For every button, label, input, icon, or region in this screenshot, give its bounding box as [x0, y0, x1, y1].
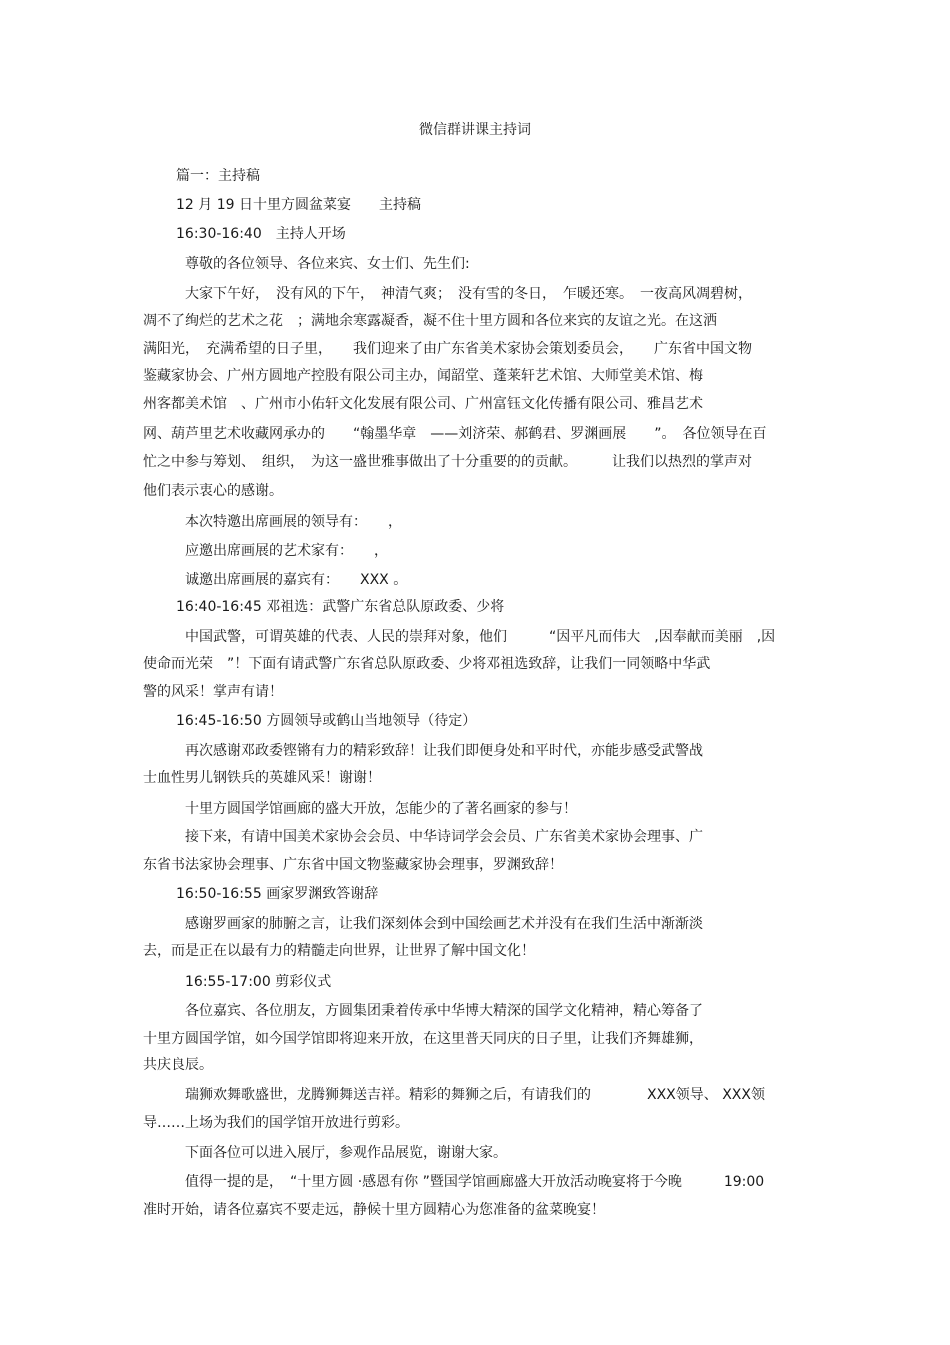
paragraph-line: 下面各位可以进入展厅，参观作品展览，谢谢大家。: [185, 1145, 507, 1161]
time-slot-heading: 16:30-16:40 主持人开场: [176, 226, 346, 242]
paragraph-line: 去，而是正在以最有力的精髓走向世界，让世界了解中国文化！: [143, 943, 535, 959]
paragraph-line: 再次感谢邓政委铿锵有力的精彩致辞！让我们即便身处和平时代，亦能步感受武警战: [185, 743, 703, 759]
paragraph-line: 接下来，有请中国美术家协会会员、中华诗词学会会员、广东省美术家协会理事、广: [185, 829, 703, 845]
paragraph-line: 网、葫芦里艺术收藏网承办的 “翰墨华章 ——刘济荣、郝鹤君、罗渊画展 ”。 各位领导在百: [143, 426, 767, 442]
paragraph-line: 警的风采！掌声有请！: [143, 684, 283, 700]
paragraph-line: 尊敬的各位领导、各位来宾、女士们、先生们:: [185, 256, 470, 272]
paragraph-line: 大家下午好， 没有风的下午， 神清气爽； 没有雪的冬日， 乍暖还寒。 一夜高风凋碧树，: [185, 286, 752, 302]
section-heading: 篇一：主持稿: [176, 168, 260, 184]
paragraph-line: 共庆良辰。: [143, 1057, 213, 1073]
time-slot-heading: 16:45-16:50 方圆领导或鹤山当地领导（待定）: [176, 713, 477, 729]
paragraph-line: 本次特邀出席画展的领导有： ，: [185, 514, 402, 530]
paragraph-line: 凋不了绚烂的艺术之花 ；满地余寒露凝香，凝不住十里方圆和各位来宾的友谊之光。在这洒: [143, 313, 717, 329]
paragraph-line: 应邀出席画展的艺术家有： ，: [185, 543, 388, 559]
paragraph-line: 诚邀出席画展的嘉宾有： XXX 。: [185, 572, 408, 588]
paragraph-line: 十里方圆国学馆，如今国学馆即将迎来开放，在这里普天同庆的日子里，让我们齐舞雄狮，: [143, 1031, 703, 1047]
document-title: 微信群讲课主持词: [419, 122, 531, 138]
paragraph-line: 鉴藏家协会、广州方圆地产控股有限公司主办，闻韶堂、蓬莱轩艺术馆、大师堂美术馆、梅: [143, 368, 703, 384]
paragraph-line: 中国武警，可谓英雄的代表、人民的崇拜对象，他们 “因平凡而伟大 ,因奉献而美丽 ,因: [185, 629, 776, 645]
paragraph-line: 值得一提的是， “十里方圆 ·感恩有你 ”暨国学馆画廊盛大开放活动晚宴将于今晚 19:00: [185, 1174, 765, 1190]
paragraph-line: 使命而光荣 ”！下面有请武警广东省总队原政委、少将邓祖选致辞，让我们一同领略中华武: [143, 656, 711, 672]
paragraph-line: 满阳光， 充满希望的日子里， 我们迎来了由广东省美术家协会策划委员会， 广东省中国文物: [143, 341, 752, 357]
paragraph-line: 士血性男儿钢铁兵的英雄风采！谢谢！: [143, 770, 381, 786]
paragraph-line: 他们表示衷心的感谢。: [143, 483, 283, 499]
paragraph-line: 各位嘉宾、各位朋友，方圆集团秉着传承中华博大精深的国学文化精神，精心筹备了: [185, 1003, 703, 1019]
paragraph-line: 瑞狮欢舞歌盛世，龙腾狮舞送吉祥。精彩的舞狮之后，有请我们的 XXX领导、 XXX领: [185, 1087, 765, 1103]
time-slot-heading: 16:50-16:55 画家罗渊致答谢辞: [176, 886, 379, 902]
time-slot-heading: 16:55-17:00 剪彩仪式: [185, 974, 332, 990]
paragraph-line: 准时开始，请各位嘉宾不要走远，静候十里方圆精心为您准备的盆菜晚宴！: [143, 1202, 605, 1218]
paragraph-line: 忙之中参与筹划、 组织， 为这一盛世雅事做出了十分重要的的贡献。 让我们以热烈的掌声对: [143, 454, 752, 470]
paragraph-line: 导……上场为我们的国学馆开放进行剪彩。: [143, 1115, 409, 1131]
subheading: 12 月 19 日十里方圆盆菜宴 主持稿: [176, 197, 421, 213]
time-slot-heading: 16:40-16:45 邓祖选：武警广东省总队原政委、少将: [176, 599, 505, 615]
paragraph-line: 州客都美术馆 、广州市小佑轩文化发展有限公司、广州富钰文化传播有限公司、雅昌艺术: [143, 396, 703, 412]
paragraph-line: 东省书法家协会理事、广东省中国文物鉴藏家协会理事，罗渊致辞！: [143, 857, 563, 873]
paragraph-line: 十里方圆国学馆画廊的盛大开放，怎能少的了著名画家的参与！: [185, 801, 577, 817]
paragraph-line: 感谢罗画家的肺腑之言，让我们深刻体会到中国绘画艺术并没有在我们生活中渐渐淡: [185, 916, 703, 932]
